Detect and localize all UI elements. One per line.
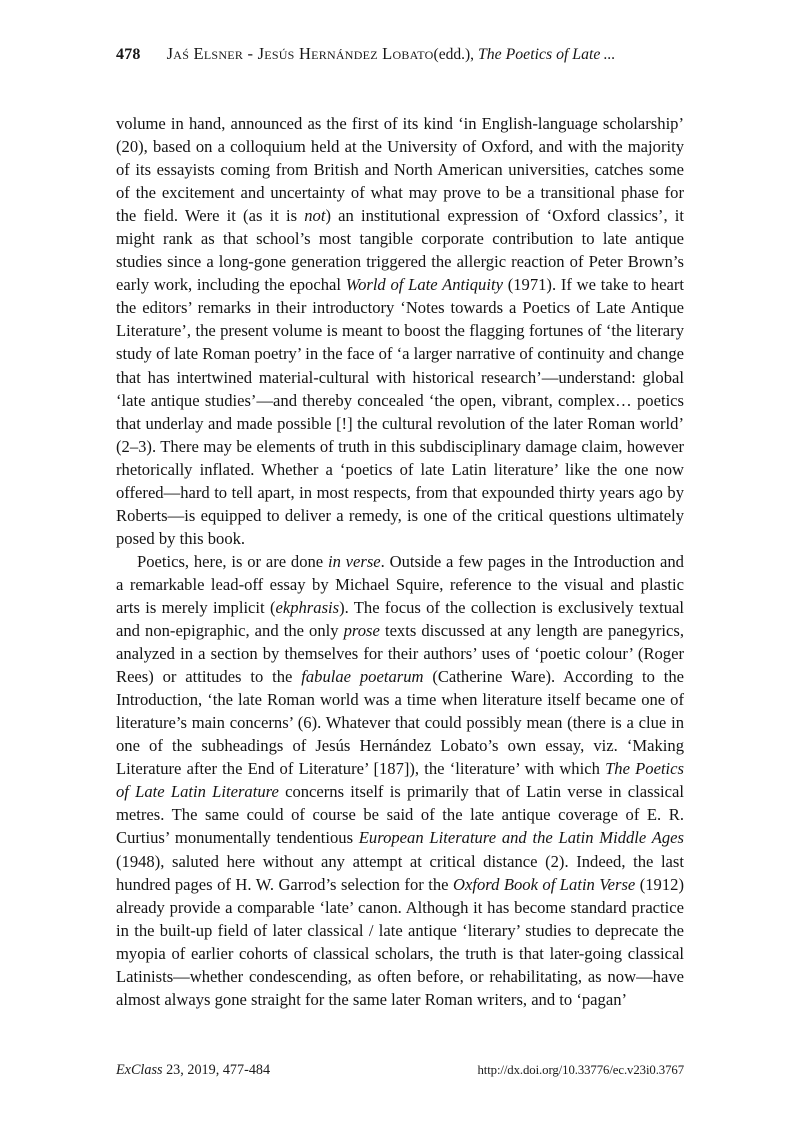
text-run: concerns itself is primarily that of Latin verse in classical metres. The same could of course be said of the late antique coverage of E. R. Curtius’ monumentally tendentious [116, 782, 684, 848]
italic-title-run: in verse [327, 551, 381, 571]
italic-title-run: ekphrasis [275, 597, 340, 617]
text-run: volume in hand, announced as the first of its kind ‘in English-language scholarship’ (20), based on a colloquium held at the University of Oxford, and with the majority of its essayists coming from British and North American universities, catches some of the excitement and uncertainty of what may prove to be a transitional phase for the field. Were it (as it is [116, 114, 684, 226]
body-paragraph [116, 112, 684, 550]
italic-title-run: prose [343, 621, 380, 641]
italic-title-run: World of Late Antiquity [345, 275, 503, 295]
italic-title-run: not [304, 206, 326, 226]
running-head-ellipsis: ... [603, 46, 616, 63]
text-run: (1948), saluted here without any attempt at critical distance (2). Indeed, the last hundred pages of H. W. Garrod’s selection for the [116, 851, 684, 894]
body-paragraph [116, 550, 684, 1011]
journal-name: ExClass [116, 1062, 163, 1078]
italic-title-run: fabulae poetarum [301, 667, 424, 687]
text-run: (Catherine Ware). According to the Introduction, ‘the late Roman world was a time when literature itself became one of literature’s main concerns’ (6). Whatever that could possibly mean (there is a clue in one of the subheadings of Jesús Hernández Lobato’s own essay, viz. ‘Making Literature after the End of Literature’ [187]), the ‘literature’ with which [116, 667, 685, 779]
footer-doi-link[interactable]: http://dx.doi.org/10.33776/ec.v23i0.3767 [477, 1063, 684, 1077]
page-number: 478 [116, 46, 141, 63]
journal-issue-pages: 23, 2019, 477-484 [162, 1062, 271, 1078]
text-run: Poetics, here, is or are done [137, 551, 328, 571]
text-run: (1971). If we take to heart the editors’ remarks in their introductory ‘Notes towards a Poetics of Late Antique Literature’, the present volume is meant to boost the flagging fortunes of ‘the literary study of late Roman poetry’ in the face of ‘a larger narrative of continuity and change that has intertwined material-cultural with historical research’—understand: global ‘late antique studies’—and thereby concealed ‘the open, vibrant, complex… poetics that underlay and made possible [!] the cultural revolution of the later Roman world’ (2–3). There may be elements of truth in this subdisciplinary damage claim, however rhetorically inflated. Whether a ‘poetics of late Latin literature’ like the one now offered—hard to tell apart, in most respects, from that expounded thirty years ago by Roberts—is equipped to deliver a remedy, is one of the critical questions ultimately posed by this book. [116, 275, 684, 548]
page-footer [116, 1062, 684, 1084]
text-run: ). The focus of the collection is exclusively textual and non-epigraphic, and the only [116, 597, 684, 641]
running-head-authors: Jaś Elsner - Jesús Hernández Lobato [166, 44, 434, 63]
text-run: texts discussed at any length are panegyrics, analyzed in a section by themselves for their authors’ uses of ‘poetic colour’ (Roger Rees) or attitudes to the [116, 621, 684, 687]
body-text-column [116, 112, 684, 1011]
text-run: (1912) already provide a comparable ‘late’ canon. Although it has become standard practice in the built-up field of later classical / late antique ‘literary’ studies to deprecate the myopia of earlier cohorts of classical scholars, the truth is that later-going classical Latinists—whether condescending, as often before, or rehabilitating, as now—have almost always gone straight for the same later Roman writers, and to ‘pagan’ [116, 874, 684, 1009]
running-head [116, 44, 684, 70]
running-head-editors-note: (edd.), [433, 46, 474, 63]
text-run: ) an institutional expression of ‘Oxford classics’, it might rank as that school’s most tangible corporate contribution to late antique studies since a long-gone generation triggered the allergic reaction of Peter Brown’s early work, including the epochal [116, 206, 685, 295]
footer-citation [116, 1062, 270, 1079]
text-run: . Outside a few pages in the Introduction and a remarkable lead-off essay by Michael Squire, reference to the visual and plastic arts is merely implicit ( [116, 551, 684, 617]
running-head-book-title: The Poetics of Late [477, 46, 601, 63]
italic-title-run: European Literature and the Latin Middle Ages [358, 828, 684, 848]
italic-title-run: Oxford Book of Latin Verse [453, 874, 636, 894]
italic-title-run: The Poetics of Late Latin Literature [116, 759, 684, 802]
